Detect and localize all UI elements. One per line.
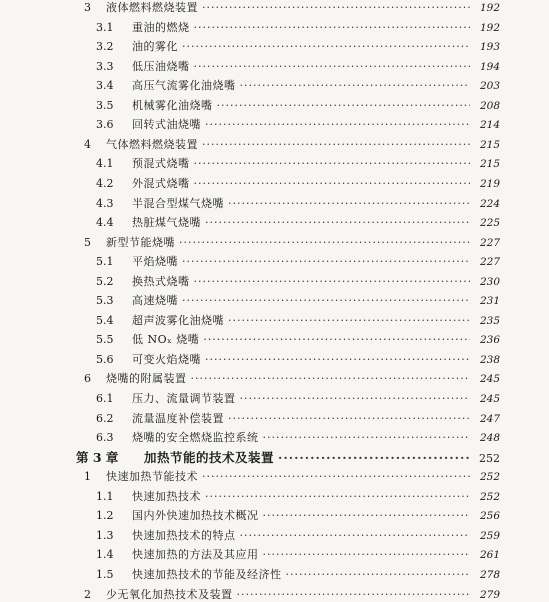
toc-entry-number: 1.2 xyxy=(96,509,114,523)
toc-entry-number: 3.2 xyxy=(96,40,114,54)
dot-leader xyxy=(205,216,470,230)
toc-entry-title: 加热节能的技术及装置 xyxy=(144,449,275,465)
dot-leader xyxy=(263,431,471,445)
toc-entry-page: 227 xyxy=(479,236,500,249)
toc-entry-page: 256 xyxy=(479,510,500,523)
toc-entry-number: 3.1 xyxy=(96,20,114,34)
dot-leader xyxy=(237,588,471,602)
toc-subsection-entry xyxy=(96,548,500,562)
toc-subsection-entry xyxy=(96,529,500,543)
toc-subsection-entry xyxy=(96,333,500,347)
toc-section-entry xyxy=(84,138,500,152)
toc-entry-title: 平焰烧嘴 xyxy=(132,255,178,269)
dot-leader xyxy=(194,21,471,35)
toc-entry-page: 252 xyxy=(479,451,500,465)
toc-entry-number: 1.4 xyxy=(96,548,114,562)
toc-subsection-entry xyxy=(96,255,500,269)
toc-entry-number: 5.2 xyxy=(96,274,114,288)
toc-entry-page: 252 xyxy=(479,490,500,503)
toc-entry-title: 流量温度补偿装置 xyxy=(132,411,224,425)
dot-leader xyxy=(203,333,470,347)
toc-entry-number: 4.2 xyxy=(96,176,114,190)
dot-leader xyxy=(202,138,470,152)
dot-leader xyxy=(202,1,470,15)
toc-entry-title: 国内外快速加热技术概况 xyxy=(132,509,259,523)
dot-leader xyxy=(194,60,471,74)
dot-leader xyxy=(263,509,471,523)
toc-entry-title: 热脏煤气烧嘴 xyxy=(132,216,201,230)
toc-entry-title: 烧嘴的安全燃烧监控系统 xyxy=(132,431,259,445)
toc-subsection-entry xyxy=(96,118,500,132)
dot-leader xyxy=(240,529,471,543)
toc-entry-number: 2 xyxy=(84,587,91,601)
toc-entry-page: 219 xyxy=(479,177,500,190)
dot-leader xyxy=(191,372,471,386)
dot-leader xyxy=(228,412,470,426)
toc-entry-number: 4 xyxy=(84,137,91,151)
toc-entry-page: 236 xyxy=(479,334,500,347)
dot-leader xyxy=(179,236,470,250)
toc-entry-title: 机械雾化油烧嘴 xyxy=(132,98,213,112)
toc-entry-number: 4.1 xyxy=(96,157,114,171)
toc-entry-page: 193 xyxy=(479,41,500,54)
toc-subsection-entry xyxy=(96,314,500,328)
toc-entry-number: 4.4 xyxy=(96,216,114,230)
toc-subsection-entry xyxy=(96,412,500,426)
toc-section-entry xyxy=(84,236,500,250)
toc-entry-title: 可变火焰烧嘴 xyxy=(132,352,201,366)
toc-entry-page: 245 xyxy=(479,393,500,405)
toc-entry-page: 279 xyxy=(479,588,500,601)
toc-entry-page: 192 xyxy=(479,2,500,14)
toc-entry-number: 5.4 xyxy=(96,313,114,327)
toc-subsection-entry xyxy=(96,40,500,54)
toc-entry-page: 224 xyxy=(479,197,500,210)
dot-leader xyxy=(205,490,470,504)
toc-entry-page: 247 xyxy=(479,412,500,425)
toc-subsection-entry xyxy=(96,353,500,367)
toc-subsection-entry xyxy=(96,79,500,93)
toc-entry-number: 1.5 xyxy=(96,567,114,581)
dot-leader xyxy=(202,470,470,484)
toc-section-entry xyxy=(84,372,500,386)
toc-entry-title: 快速加热技术 xyxy=(132,489,201,503)
dot-leader xyxy=(240,392,471,406)
toc-entry-title: 少无氧化加热技术及装置 xyxy=(106,587,233,601)
toc-subsection-entry xyxy=(96,60,500,74)
toc-section-entry xyxy=(84,588,500,602)
toc-entry-page: 259 xyxy=(479,529,500,542)
toc-entry-page: 261 xyxy=(479,549,500,562)
toc-entry-page: 248 xyxy=(479,432,500,445)
toc-subsection-entry xyxy=(96,568,500,582)
toc-entry-title: 快速加热技术的特点 xyxy=(132,528,236,542)
toc-entry-title: 新型节能烧嘴 xyxy=(106,235,175,249)
dot-leader xyxy=(228,314,470,328)
toc-entry-page: 192 xyxy=(479,21,500,34)
toc-subsection-entry xyxy=(96,177,500,191)
toc-entry-number: 3.4 xyxy=(96,79,114,93)
toc-entry-number: 3.6 xyxy=(96,118,114,132)
dot-leader xyxy=(182,294,470,308)
toc-entry-page: 238 xyxy=(479,353,500,366)
toc-subsection-entry xyxy=(96,21,500,35)
toc-entry-number: 1.1 xyxy=(96,489,114,503)
toc-section-entry xyxy=(84,1,500,15)
dot-leader xyxy=(263,548,471,562)
toc-subsection-entry xyxy=(96,157,500,171)
toc-entry-title: 外混式烧嘴 xyxy=(132,176,190,190)
toc-entry-number: 5.6 xyxy=(96,352,114,366)
dot-leader xyxy=(194,157,471,171)
toc-entry-number: 3.3 xyxy=(96,59,114,73)
toc-subsection-entry xyxy=(96,392,500,406)
toc-entry-title: 高压气流雾化油烧嘴 xyxy=(132,79,236,93)
toc-entry-page: 230 xyxy=(479,275,500,288)
toc-entry-title: 预混式烧嘴 xyxy=(132,157,190,171)
dot-leader xyxy=(182,40,470,54)
dot-leader xyxy=(182,255,470,269)
toc-entry-number: 6.3 xyxy=(96,431,114,445)
dot-leader xyxy=(278,451,470,465)
toc-entry-page: 208 xyxy=(479,99,500,112)
toc-entry-page: 245 xyxy=(479,373,500,386)
toc-subsection-entry xyxy=(96,490,500,504)
toc-entry-title: 压力、流量调节装置 xyxy=(132,392,236,405)
toc-entry-title: 快速加热节能技术 xyxy=(106,470,198,484)
toc-entry-title: 液体燃料燃烧装置 xyxy=(106,1,198,14)
toc-entry-number: 1 xyxy=(84,470,91,484)
toc-subsection-entry xyxy=(96,431,500,445)
toc-entry-page: 278 xyxy=(479,568,500,581)
toc-entry-number: 6 xyxy=(84,372,91,386)
toc-entry-page: 214 xyxy=(479,119,500,132)
toc-subsection-entry xyxy=(96,294,500,308)
toc-entry-number: 5 xyxy=(84,235,91,249)
toc-entry-title: 快速加热技术的节能及经济性 xyxy=(132,567,282,581)
toc-entry-number: 5.3 xyxy=(96,294,114,308)
toc-subsection-entry xyxy=(96,99,500,113)
toc-subsection-entry xyxy=(96,509,500,523)
dot-leader xyxy=(205,353,470,367)
dot-leader xyxy=(228,197,470,211)
toc-entry-title: 油的雾化 xyxy=(132,40,178,54)
toc-entry-number: 6.1 xyxy=(96,392,114,405)
toc-entry-title: 重油的燃烧 xyxy=(132,20,190,34)
toc-entry-title: 超声波雾化油烧嘴 xyxy=(132,313,224,327)
dot-leader xyxy=(286,568,471,582)
toc-subsection-entry xyxy=(96,197,500,211)
toc-entry-number: 1.3 xyxy=(96,528,114,542)
toc-entry-number: 6.2 xyxy=(96,411,114,425)
toc-entry-number: 第 3 章 xyxy=(76,449,119,465)
toc-entry-number: 4.3 xyxy=(96,196,114,210)
dot-leader xyxy=(194,275,471,289)
toc-entry-number: 5.1 xyxy=(96,255,114,269)
toc-entry-number: 3.5 xyxy=(96,98,114,112)
toc-entry-title: 半混合型煤气烧嘴 xyxy=(132,196,224,210)
toc-subsection-entry xyxy=(96,275,500,289)
dot-leader xyxy=(240,79,471,93)
toc-entry-page: 203 xyxy=(479,80,500,93)
toc-entry-title: 回转式油烧嘴 xyxy=(132,118,201,132)
toc-entry-page: 235 xyxy=(479,314,500,327)
toc-entry-title: 快速加热的方法及其应用 xyxy=(132,548,259,562)
toc-entry-title: 高速烧嘴 xyxy=(132,294,178,308)
toc-entry-number: 3 xyxy=(84,1,91,14)
toc-entry-page: 252 xyxy=(479,471,500,484)
toc-entry-page: 231 xyxy=(479,295,500,308)
toc-entry-page: 227 xyxy=(479,256,500,269)
toc-entry-page: 215 xyxy=(479,158,500,171)
toc-entry-number: 5.5 xyxy=(96,333,114,347)
toc-section-entry xyxy=(84,470,500,484)
dot-leader xyxy=(194,177,471,191)
toc-chapter-entry xyxy=(76,451,500,466)
toc-entry-title: 烧嘴的附属装置 xyxy=(106,372,187,386)
dot-leader xyxy=(205,118,470,132)
toc-entry-page: 215 xyxy=(479,138,500,151)
toc-entry-title: 气体燃料燃烧装置 xyxy=(106,137,198,151)
dot-leader xyxy=(217,99,471,113)
toc-entry-title: 低压油烧嘴 xyxy=(132,59,190,73)
toc-entry-title: 换热式烧嘴 xyxy=(132,274,190,288)
toc-subsection-entry xyxy=(96,216,500,230)
toc-entry-page: 225 xyxy=(479,217,500,230)
toc-entry-page: 194 xyxy=(479,60,500,73)
toc-entry-title: 低 NOₓ 烧嘴 xyxy=(132,333,200,347)
